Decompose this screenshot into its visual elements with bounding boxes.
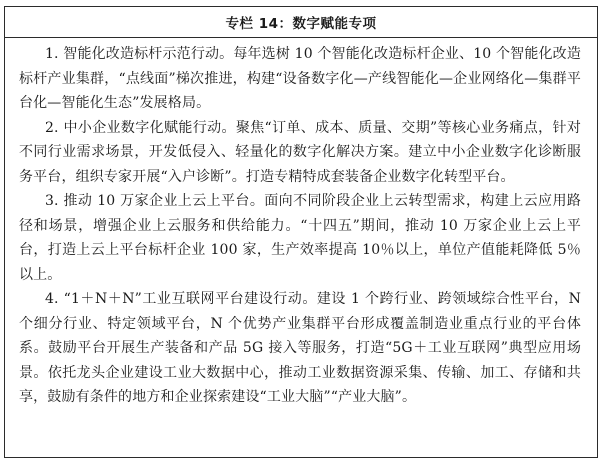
item-heading: 4. “1＋N＋N”工业互联网平台建设行动。 (45, 291, 317, 307)
item-body: 建设 1 个跨行业、跨领域综合性平台，N 个细分行业、特定领域平台，N 个优势产业集群平台形成覆盖制造业重点行业的平台体系。鼓励平台开展生产装备和产品 5G 接入等服务，打造“5G＋工业互联网”典型应用场景。依托龙头企业建设工业大数据中心，推动工业数据资源采集、传输、加工、存储和共享，鼓励有条件的地方和企业探索建设“工业大脑”“产业大脑”。 (19, 291, 581, 405)
item-body: 面向不同阶段企业上云转型需求，构建上云应用路径和场景，增强企业上云服务和供给能力。“十四五”期间，推动 10 万家企业上云上平台，打造上云上平台标杆企业 100 家，生产效率提高 10％以上，单位产值能耗降低 5％以上。 (19, 193, 581, 283)
box-title: 专栏 14：数字赋能专项 (5, 7, 597, 38)
list-item (19, 189, 581, 287)
list-item (19, 287, 581, 410)
list-item (19, 42, 581, 116)
item-body: 聚焦“订单、成本、质量、交期”等核心业务痛点，针对不同行业需求场景，开发低侵入、轻量化的数字化解决方案。建立中小企业数字化诊断服务平台，组织专家开展“入户诊断”。打造专精特成套装备企业数字化转型平台。 (19, 119, 581, 185)
item-heading: 3. 推动 10 万家企业上云上平台。 (45, 193, 265, 209)
item-heading: 1. 智能化改造标杆示范行动。 (45, 46, 234, 62)
item-body: 每年选树 10 个智能化改造标杆企业、10 个智能化改造标杆产业集群，“点线面”梯次推进，构建“设备数字化—产线智能化—企业网络化—集群平台化—智能化生态”发展格局。 (19, 46, 581, 111)
box-content (5, 38, 597, 410)
feature-box (4, 6, 598, 458)
item-heading: 2. 中小企业数字化赋能行动。 (45, 119, 236, 136)
list-item (19, 116, 581, 190)
